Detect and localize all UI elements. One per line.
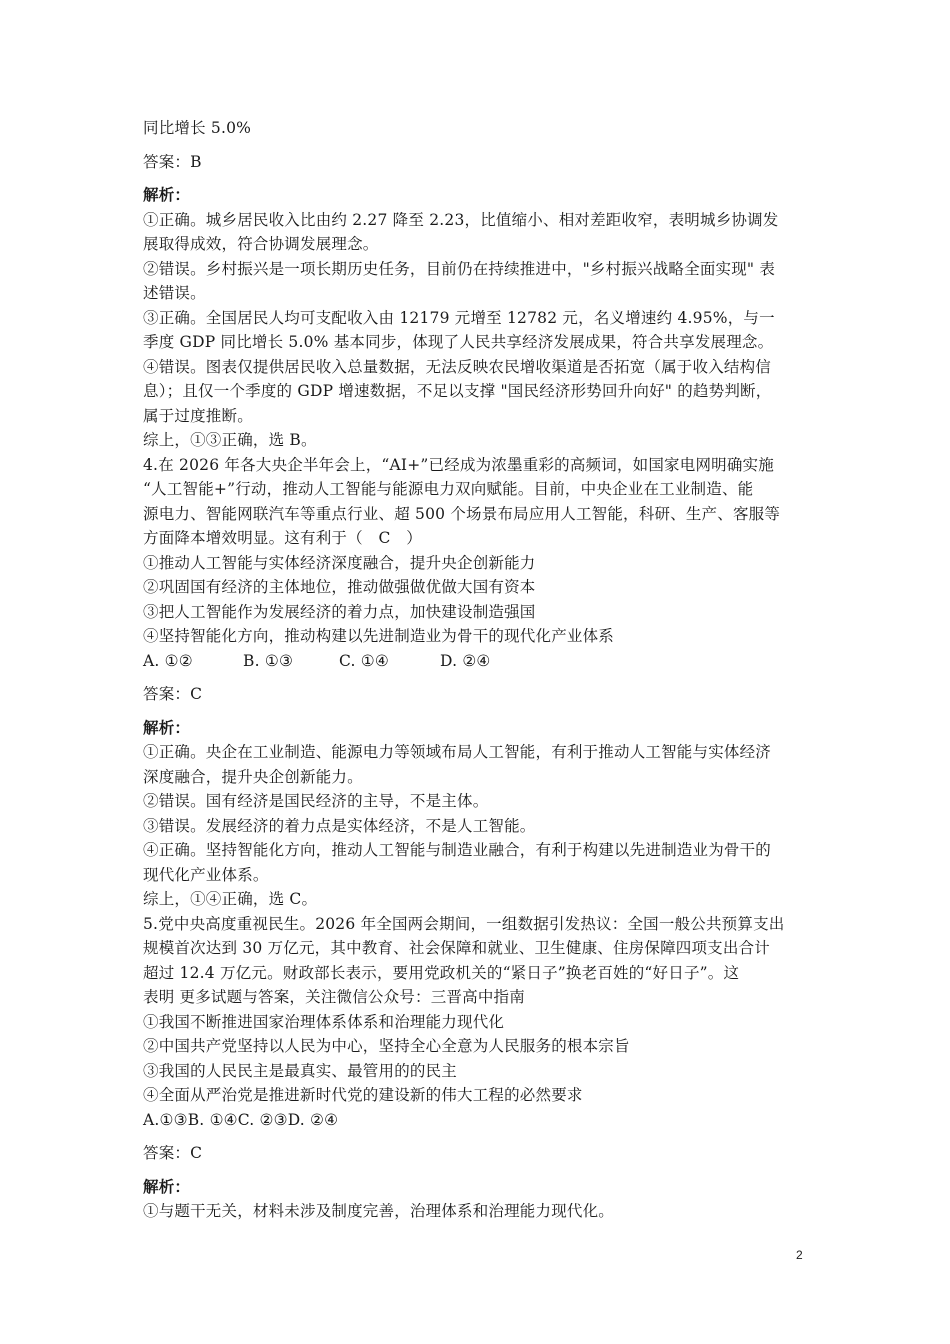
option-a: A. ①② xyxy=(143,651,193,670)
text-line: 深度融合，提升央企创新能力。 xyxy=(143,767,363,786)
answer-options xyxy=(143,1108,808,1133)
text-line: ①我国不断推进国家治理体系体系和治理能力现代化 xyxy=(143,1012,505,1031)
text-line: 4.在 2026 年各大央企半年会上，“AI+”已经成为浓墨重彩的高频词，如国家电网明确实施 xyxy=(143,455,774,474)
text-line: ②错误。乡村振兴是一项长期历史任务，目前仍在持续推进中，"乡村振兴战略全面实现" 表 xyxy=(143,259,776,278)
page-number: 2 xyxy=(796,1248,803,1262)
text-line: ④坚持智能化方向，推动构建以先进制造业为骨干的现代化产业体系 xyxy=(143,627,615,645)
text-line: 5.党中央高度重视民生。2026 年全国两会期间，一组数据引发热议：全国一般公共预算支出 xyxy=(143,914,785,933)
option-d: D. ②④ xyxy=(440,651,491,670)
text-line: 展取得成效，符合协调发展理念。 xyxy=(143,235,379,253)
text-line: 综上，①③正确，选 B。 xyxy=(143,431,317,449)
text-line: ①正确。央企在工业制造、能源电力等领域布局人工智能，有利于推动人工智能与实体经济 xyxy=(143,743,772,761)
option-a: A.①③ xyxy=(143,1110,188,1129)
text-line: ③把人工智能作为发展经济的着力点，加快建设制造强国 xyxy=(143,602,536,621)
option-b: B. ①④ xyxy=(187,1110,238,1129)
text-line: 答案：C xyxy=(143,1144,203,1162)
text-line: 答案：C xyxy=(143,685,203,703)
text-line: 方面降本增效明显。这有利于（ C ） xyxy=(143,529,422,547)
text-line: 息）；且仅一个季度的 GDP 增速数据，不足以支撑 "国民经济形势回升向好" 的趋势判断， xyxy=(143,382,772,400)
text-line: 季度 GDP 同比增长 5.0% 基本同步，体现了人民共享经济发展成果，符合共享发展理念。 xyxy=(143,333,774,351)
text-line: ③正确。全国居民人均可支配收入由 12179 元增至 12782 元，名义增速约 4.95%，与一 xyxy=(143,308,775,327)
section-heading: 解析： xyxy=(143,717,191,737)
text-line: 述错误。 xyxy=(143,284,206,302)
section-heading: 解析： xyxy=(143,185,191,204)
text-line: 表明 更多试题与答案，关注微信公众号：三晋高中指南 xyxy=(143,988,525,1006)
text-line: ④正确。坚持智能化方向，推动人工智能与制造业融合，有利于构建以先进制造业为骨干的 xyxy=(143,841,772,859)
text-line: ①与题干无关，材料未涉及制度完善，治理体系和治理能力现代化。 xyxy=(143,1202,615,1220)
text-line: 规模首次达到 30 万亿元，其中教育、社会保障和就业、卫生健康、住房保障四项支出合计 xyxy=(143,939,770,957)
text-line: ②中国共产党坚持以人民为中心，坚持全心全意为人民服务的根本宗旨 xyxy=(143,1037,630,1055)
text-line: 同比增长 5.0% xyxy=(143,119,252,137)
text-line: ③我国的人民民主是最真实、最管用的的民主 xyxy=(143,1061,458,1080)
text-line: ①推动人工智能与实体经济深度融合，提升央企创新能力 xyxy=(143,553,536,572)
text-line: ②错误。国有经济是国民经济的主导，不是主体。 xyxy=(143,792,489,810)
text-line: ①正确。城乡居民收入比由约 2.27 降至 2.23，比值缩小、相对差距收窄，表明城乡协调发 xyxy=(143,210,779,229)
text-line: 综上，①④正确，选 C。 xyxy=(143,890,318,908)
section-heading: 解析： xyxy=(143,1176,191,1196)
text-line: 属于过度推断。 xyxy=(143,406,253,425)
text-line: ④错误。图表仅提供居民收入总量数据，无法反映农民增收渠道是否拓宽（属于收入结构信 xyxy=(143,357,772,376)
option-c: C. ①④ xyxy=(339,651,389,670)
option-b: B. ①③ xyxy=(243,651,294,670)
text-line: 超过 12.4 万亿元。财政部长表示，要用党政机关的“紧日子”换老百姓的“好日子”。这 xyxy=(143,963,740,982)
text-line: 现代化产业体系。 xyxy=(143,865,269,884)
option-d: D. ②④ xyxy=(287,1110,339,1129)
text-line: 答案：B xyxy=(143,152,202,171)
option-c: C. ②③ xyxy=(237,1110,288,1129)
text-line: 源电力、智能网联汽车等重点行业、超 500 个场景布局应用人工智能，科研、生产、客服等 xyxy=(143,504,781,523)
text-line: “人工智能+”行动，推动人工智能与能源电力双向赋能。目前，中央企业在工业制造、能 xyxy=(143,480,754,498)
answer-options xyxy=(143,649,808,674)
text-line: ③错误。发展经济的着力点是实体经济，不是人工智能。 xyxy=(143,816,536,835)
text-line: ②巩固国有经济的主体地位，推动做强做优做大国有资本 xyxy=(143,578,536,596)
text-line: ④全面从严治党是推进新时代党的建设新的伟大工程的必然要求 xyxy=(143,1086,583,1104)
page-content xyxy=(143,116,808,1224)
